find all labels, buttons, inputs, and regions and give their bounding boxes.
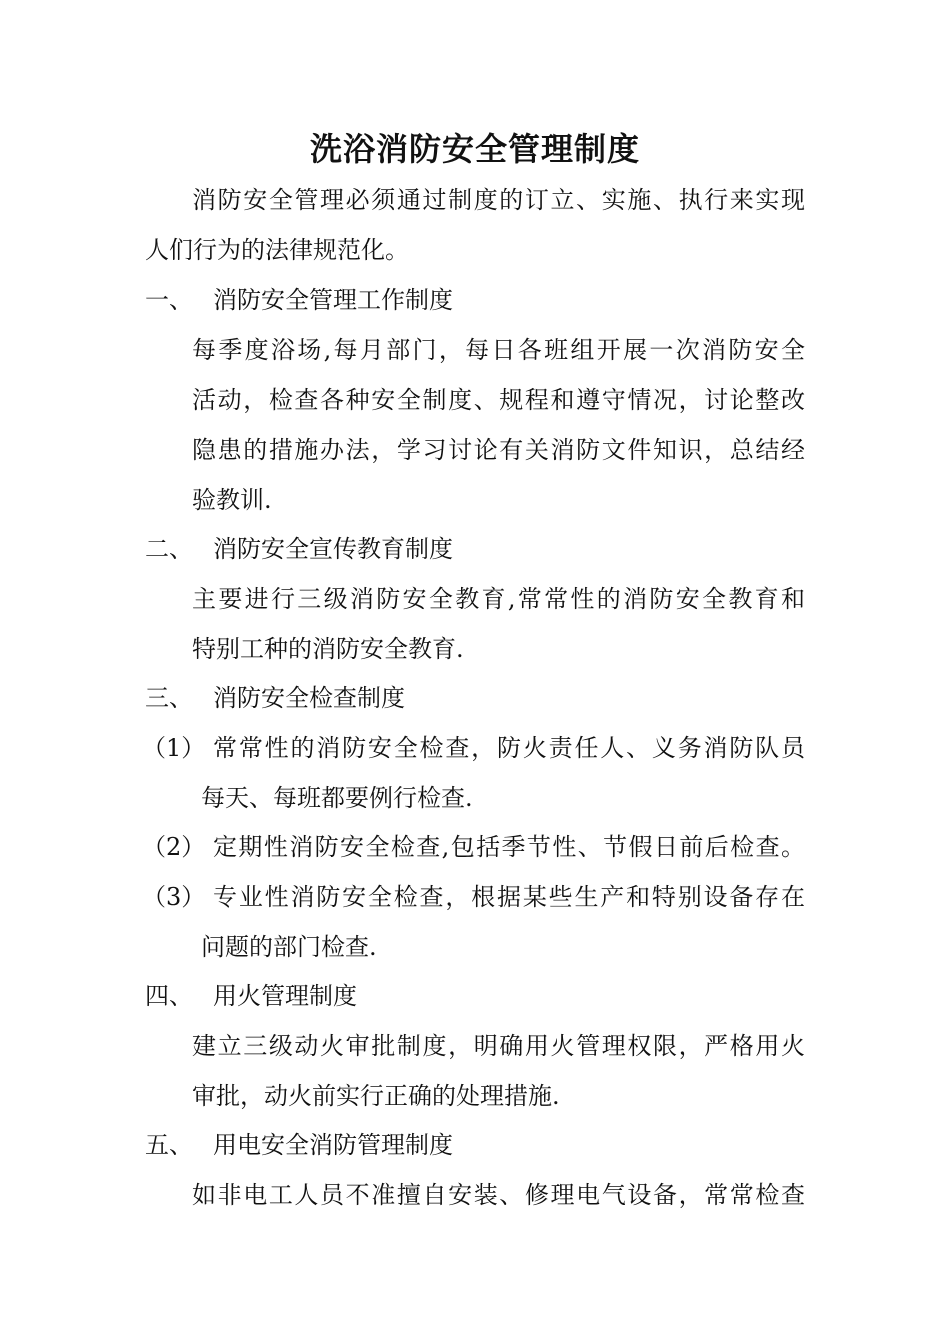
section-heading: 用火管理制度 xyxy=(213,982,357,1010)
list-item-line: 专业性消防安全检查，根据某些生产和特别设备存在 xyxy=(213,883,805,911)
section-body-line: 验教训. xyxy=(192,486,272,514)
section-body-line: 如非电工人员不准擅自安装、修理电气设备，常常检查 xyxy=(192,1181,805,1209)
section-number: 五、 xyxy=(145,1131,193,1159)
list-item-number: （3） xyxy=(142,883,206,911)
section-body-line: 活动，检查各种安全制度、规程和遵守情况，讨论整改 xyxy=(192,386,805,414)
section-heading: 用电安全消防管理制度 xyxy=(213,1131,453,1159)
section-heading: 消防安全宣传教育制度 xyxy=(213,535,453,563)
section-body-line: 建立三级动火审批制度，明确用火管理权限，严格用火 xyxy=(192,1032,805,1060)
section-number: 二、 xyxy=(145,535,193,563)
section-heading: 消防安全检查制度 xyxy=(213,684,405,712)
section-number: 一、 xyxy=(145,286,193,314)
section-body-line: 特别工种的消防安全教育. xyxy=(192,635,464,663)
section-body-line: 审批，动火前实行正确的处理措施. xyxy=(192,1082,560,1110)
list-item-line: 定期性消防安全检查,包括季节性、节假日前后检查。 xyxy=(213,833,805,861)
intro-line: 消防安全管理必须通过制度的订立、实施、执行来实现 xyxy=(192,186,805,214)
list-item-line: 问题的部门检查. xyxy=(201,933,377,961)
list-item-line: 常常性的消防安全检查，防火责任人、义务消防队员 xyxy=(213,734,805,762)
section-body-line: 每季度浴场,每月部门，每日各班组开展一次消防安全 xyxy=(192,336,805,364)
section-number: 四、 xyxy=(145,982,193,1010)
section-heading: 消防安全管理工作制度 xyxy=(213,286,453,314)
section-body-line: 主要进行三级消防安全教育,常常性的消防安全教育和 xyxy=(192,585,805,613)
intro-line: 人们行为的法律规范化。 xyxy=(145,236,409,264)
list-item-number: （2） xyxy=(142,833,206,861)
document-title: 洗浴消防安全管理制度 xyxy=(309,130,640,168)
list-item-line: 每天、每班都要例行检查. xyxy=(201,784,473,812)
section-body-line: 隐患的措施办法，学习讨论有关消防文件知识，总结经 xyxy=(192,436,805,464)
section-number: 三、 xyxy=(145,684,193,712)
list-item-number: （1） xyxy=(142,734,206,762)
